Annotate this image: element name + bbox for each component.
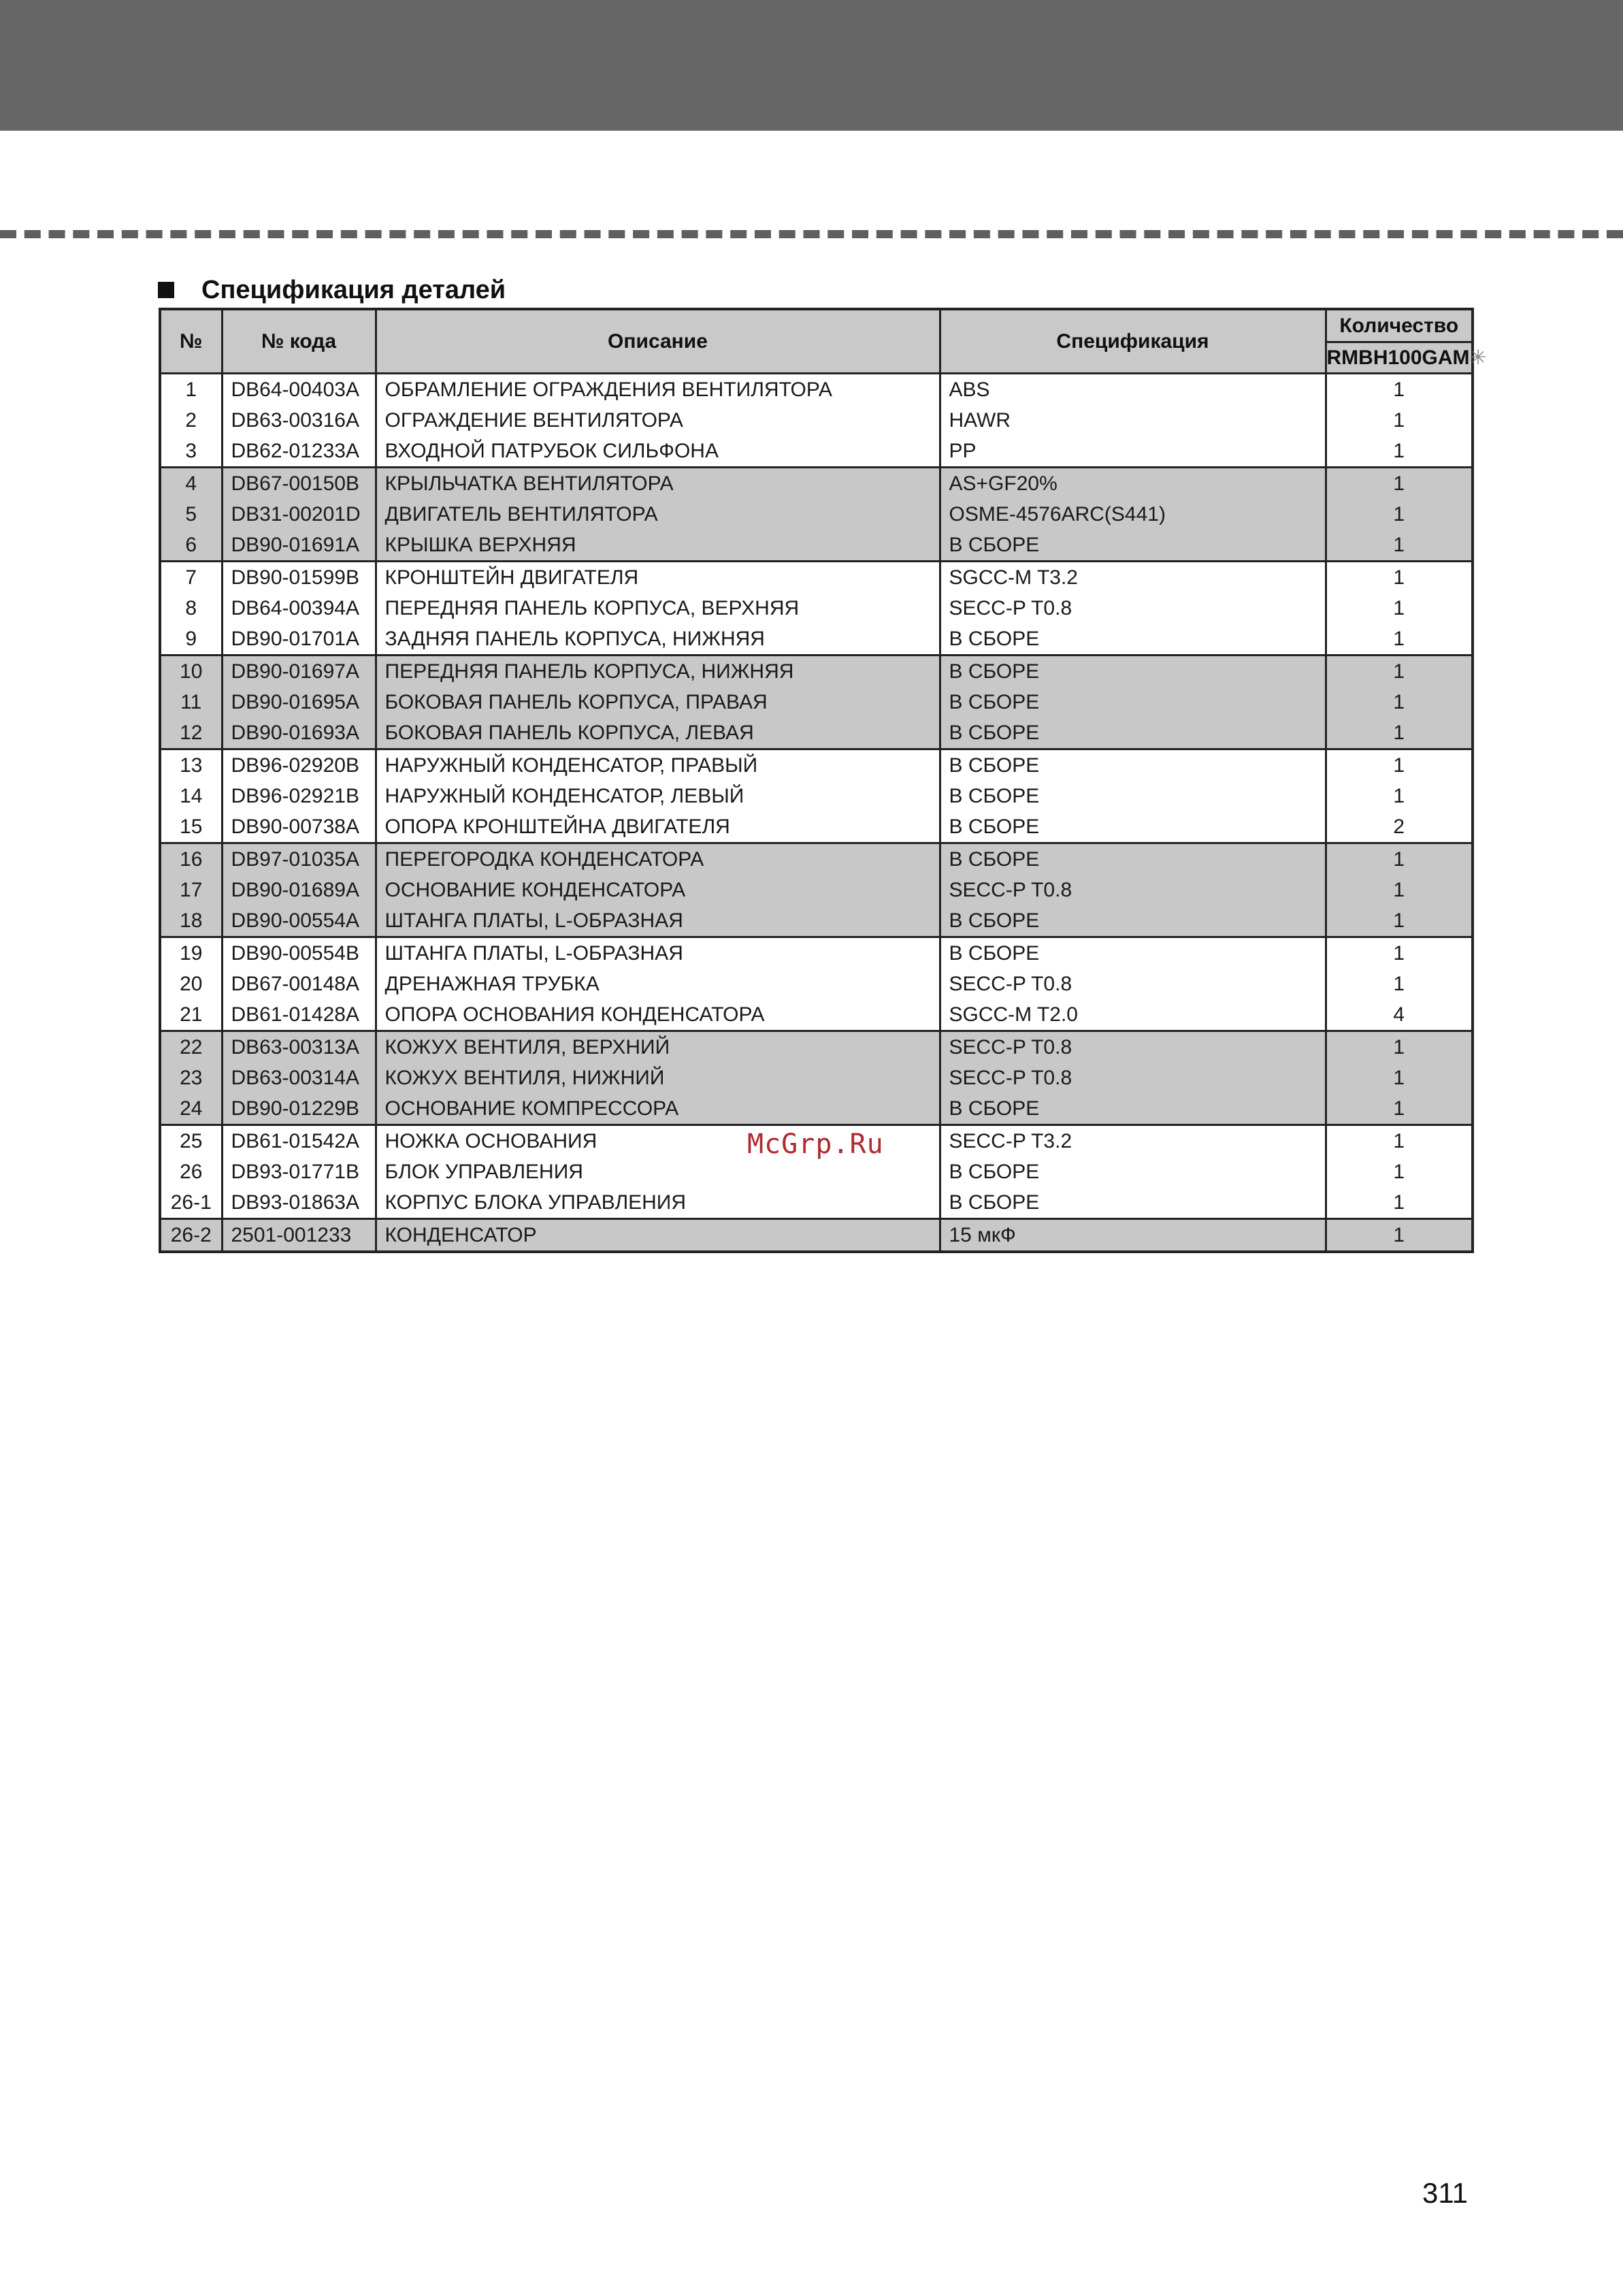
cell-spec: В СБОРЕ xyxy=(940,937,1326,969)
table-row xyxy=(160,405,1473,436)
cell-qty: 4 xyxy=(1326,999,1473,1031)
cell-no: 4 xyxy=(160,468,222,500)
cell-code: DB64-00394A xyxy=(222,593,376,624)
cell-code: DB64-00403A xyxy=(222,374,376,406)
cell-code: 2501-001233 xyxy=(222,1219,376,1252)
dashed-divider xyxy=(0,230,1623,238)
cell-spec: HAWR xyxy=(940,405,1326,436)
cell-spec: PP xyxy=(940,436,1326,468)
table-row xyxy=(160,1157,1473,1187)
table-row xyxy=(160,749,1473,781)
cell-code: DB90-01599B xyxy=(222,562,376,594)
cell-no: 23 xyxy=(160,1063,222,1093)
cell-code: DB97-01035A xyxy=(222,843,376,875)
cell-spec: OSME-4576ARC(S441) xyxy=(940,499,1326,530)
cell-code: DB62-01233A xyxy=(222,436,376,468)
cell-description: КОРПУС БЛОКА УПРАВЛЕНИЯ xyxy=(376,1187,940,1219)
cell-no: 16 xyxy=(160,843,222,875)
cell-qty: 1 xyxy=(1326,1187,1473,1219)
cell-code: DB90-01701A xyxy=(222,624,376,656)
cell-qty: 1 xyxy=(1326,1093,1473,1125)
cell-qty: 1 xyxy=(1326,1157,1473,1187)
cell-spec: В СБОРЕ xyxy=(940,1093,1326,1125)
section-title: Спецификация деталей xyxy=(201,275,506,304)
header-model xyxy=(1326,342,1487,374)
table-row xyxy=(160,937,1473,969)
cell-no: 26-2 xyxy=(160,1219,222,1252)
table-row xyxy=(160,811,1473,843)
cell-description: КОНДЕНСАТОР xyxy=(376,1219,940,1252)
cell-spec: SECC-P T0.8 xyxy=(940,969,1326,999)
cell-description: КРЫЛЬЧАТКА ВЕНТИЛЯТОРА xyxy=(376,468,940,500)
cell-description: ОПОРА КРОНШТЕЙНА ДВИГАТЕЛЯ xyxy=(376,811,940,843)
cell-no: 22 xyxy=(160,1031,222,1063)
cell-code: DB67-00150B xyxy=(222,468,376,500)
table-row xyxy=(160,499,1473,530)
cell-description: ВХОДНОЙ ПАТРУБОК СИЛЬФОНА xyxy=(376,436,940,468)
table-row xyxy=(160,1063,1473,1093)
cell-no: 26 xyxy=(160,1157,222,1187)
cell-no: 26-1 xyxy=(160,1187,222,1219)
table-row xyxy=(160,624,1473,656)
cell-no: 24 xyxy=(160,1093,222,1125)
table-header xyxy=(160,309,1487,374)
cell-spec: В СБОРЕ xyxy=(940,624,1326,656)
cell-code: DB90-00554A xyxy=(222,905,376,937)
cell-spec: SGCC-M T3.2 xyxy=(940,562,1326,594)
cell-no: 11 xyxy=(160,687,222,717)
table-row xyxy=(160,593,1473,624)
cell-no: 15 xyxy=(160,811,222,843)
cell-code: DB63-00314A xyxy=(222,1063,376,1093)
table-row xyxy=(160,781,1473,811)
cell-spec: SGCC-M T2.0 xyxy=(940,999,1326,1031)
table-row xyxy=(160,562,1473,594)
cell-no: 12 xyxy=(160,717,222,749)
cell-code: DB90-01689A xyxy=(222,875,376,905)
cell-code: DB96-02920B xyxy=(222,749,376,781)
cell-code: DB90-01691A xyxy=(222,530,376,562)
table-row xyxy=(160,1031,1473,1063)
table-row xyxy=(160,875,1473,905)
cell-no: 18 xyxy=(160,905,222,937)
page-number: 311 xyxy=(1422,2177,1468,2209)
cell-no: 7 xyxy=(160,562,222,594)
cell-description: ОПОРА ОСНОВАНИЯ КОНДЕНСАТОРА xyxy=(376,999,940,1031)
cell-description: ЗАДНЯЯ ПАНЕЛЬ КОРПУСА, НИЖНЯЯ xyxy=(376,624,940,656)
cell-description: ШТАНГА ПЛАТЫ, L-ОБРАЗНАЯ xyxy=(376,937,940,969)
cell-qty: 1 xyxy=(1326,436,1473,468)
cell-no: 13 xyxy=(160,749,222,781)
header-spec: Спецификация xyxy=(940,309,1326,374)
table-row xyxy=(160,530,1473,562)
cell-qty: 1 xyxy=(1326,1125,1473,1157)
cell-no: 17 xyxy=(160,875,222,905)
header-no: № xyxy=(160,309,222,374)
cell-qty: 1 xyxy=(1326,499,1473,530)
cell-no: 19 xyxy=(160,937,222,969)
cell-qty: 1 xyxy=(1326,781,1473,811)
cell-description: БЛОК УПРАВЛЕНИЯ xyxy=(376,1157,940,1187)
table-row xyxy=(160,843,1473,875)
cell-description: ПЕРЕГОРОДКА КОНДЕНСАТОРА xyxy=(376,843,940,875)
cell-no: 3 xyxy=(160,436,222,468)
cell-no: 25 xyxy=(160,1125,222,1157)
cell-qty: 1 xyxy=(1326,937,1473,969)
cell-qty: 1 xyxy=(1326,374,1473,406)
cell-qty: 1 xyxy=(1326,656,1473,688)
cell-no: 14 xyxy=(160,781,222,811)
cell-no: 8 xyxy=(160,593,222,624)
table-row xyxy=(160,999,1473,1031)
table-row xyxy=(160,687,1473,717)
cell-qty: 1 xyxy=(1326,687,1473,717)
header-description: Описание xyxy=(376,309,940,374)
cell-code: DB63-00316A xyxy=(222,405,376,436)
cell-code: DB90-00738A xyxy=(222,811,376,843)
cell-qty: 1 xyxy=(1326,468,1473,500)
cell-qty: 1 xyxy=(1326,969,1473,999)
table-row xyxy=(160,436,1473,468)
cell-description: ШТАНГА ПЛАТЫ, L-ОБРАЗНАЯ xyxy=(376,905,940,937)
cell-description: ДРЕНАЖНАЯ ТРУБКА xyxy=(376,969,940,999)
cell-spec: SECC-P T0.8 xyxy=(940,875,1326,905)
cell-description: ДВИГАТЕЛЬ ВЕНТИЛЯТОРА xyxy=(376,499,940,530)
table-row xyxy=(160,1093,1473,1125)
cell-qty: 1 xyxy=(1326,717,1473,749)
cell-description: БОКОВАЯ ПАНЕЛЬ КОРПУСА, ПРАВАЯ xyxy=(376,687,940,717)
table-row xyxy=(160,1219,1473,1252)
cell-spec: В СБОРЕ xyxy=(940,905,1326,937)
cell-code: DB90-00554B xyxy=(222,937,376,969)
cell-description: ПЕРЕДНЯЯ ПАНЕЛЬ КОРПУСА, НИЖНЯЯ xyxy=(376,656,940,688)
header-qty: Количество xyxy=(1326,309,1473,342)
cell-qty: 1 xyxy=(1326,405,1473,436)
cell-code: DB93-01771B xyxy=(222,1157,376,1187)
cell-spec: AS+GF20% xyxy=(940,468,1326,500)
cell-qty: 1 xyxy=(1326,624,1473,656)
cell-description: НАРУЖНЫЙ КОНДЕНСАТОР, ПРАВЫЙ xyxy=(376,749,940,781)
cell-no: 9 xyxy=(160,624,222,656)
cell-spec: В СБОРЕ xyxy=(940,749,1326,781)
cell-spec: В СБОРЕ xyxy=(940,530,1326,562)
cell-spec: SECC-P T0.8 xyxy=(940,1063,1326,1093)
cell-code: DB90-01229B xyxy=(222,1093,376,1125)
cell-no: 20 xyxy=(160,969,222,999)
table-row xyxy=(160,656,1473,688)
cell-description: НАРУЖНЫЙ КОНДЕНСАТОР, ЛЕВЫЙ xyxy=(376,781,940,811)
cell-spec: 15 мкФ xyxy=(940,1219,1326,1252)
cell-qty: 2 xyxy=(1326,811,1473,843)
table-row xyxy=(160,905,1473,937)
cell-code: DB90-01695A xyxy=(222,687,376,717)
cell-no: 6 xyxy=(160,530,222,562)
cell-qty: 1 xyxy=(1326,1031,1473,1063)
header-band xyxy=(0,0,1623,131)
cell-description: КОЖУХ ВЕНТИЛЯ, НИЖНИЙ xyxy=(376,1063,940,1093)
cell-description: КРЫШКА ВЕРХНЯЯ xyxy=(376,530,940,562)
cell-spec: В СБОРЕ xyxy=(940,781,1326,811)
cell-description: ПЕРЕДНЯЯ ПАНЕЛЬ КОРПУСА, ВЕРХНЯЯ xyxy=(376,593,940,624)
cell-qty: 1 xyxy=(1326,1063,1473,1093)
cell-code: DB93-01863A xyxy=(222,1187,376,1219)
header-code: № кода xyxy=(222,309,376,374)
cell-spec: В СБОРЕ xyxy=(940,687,1326,717)
cell-code: DB90-01697A xyxy=(222,656,376,688)
cell-qty: 1 xyxy=(1326,593,1473,624)
cell-spec: В СБОРЕ xyxy=(940,1157,1326,1187)
cell-spec: SECC-P T3.2 xyxy=(940,1125,1326,1157)
cell-qty: 1 xyxy=(1326,905,1473,937)
cell-description: ОБРАМЛЕНИЕ ОГРАЖДЕНИЯ ВЕНТИЛЯТОРА xyxy=(376,374,940,406)
table-row xyxy=(160,468,1473,500)
cell-spec: В СБОРЕ xyxy=(940,717,1326,749)
cell-qty: 1 xyxy=(1326,562,1473,594)
cell-no: 1 xyxy=(160,374,222,406)
cell-spec: В СБОРЕ xyxy=(940,843,1326,875)
cell-spec: В СБОРЕ xyxy=(940,811,1326,843)
cell-spec: В СБОРЕ xyxy=(940,656,1326,688)
square-bullet-icon xyxy=(158,282,174,298)
cell-no: 21 xyxy=(160,999,222,1031)
cell-description: НОЖКА ОСНОВАНИЯ xyxy=(376,1125,940,1157)
table-body xyxy=(160,374,1473,1252)
cell-code: DB90-01693A xyxy=(222,717,376,749)
cell-code: DB96-02921B xyxy=(222,781,376,811)
cell-no: 2 xyxy=(160,405,222,436)
cell-description: ОГРАЖДЕНИЕ ВЕНТИЛЯТОРА xyxy=(376,405,940,436)
cell-description: ОСНОВАНИЕ КОНДЕНСАТОРА xyxy=(376,875,940,905)
cell-code: DB67-00148A xyxy=(222,969,376,999)
cell-spec: ABS xyxy=(940,374,1326,406)
parts-table xyxy=(159,308,1487,1253)
cell-code: DB61-01428A xyxy=(222,999,376,1031)
table-row xyxy=(160,717,1473,749)
cell-description: ОСНОВАНИЕ КОМПРЕССОРА xyxy=(376,1093,940,1125)
cell-description: БОКОВАЯ ПАНЕЛЬ КОРПУСА, ЛЕВАЯ xyxy=(376,717,940,749)
cell-qty: 1 xyxy=(1326,530,1473,562)
cell-no: 10 xyxy=(160,656,222,688)
cell-code: DB63-00313A xyxy=(222,1031,376,1063)
cell-qty: 1 xyxy=(1326,749,1473,781)
cell-qty: 1 xyxy=(1326,1219,1473,1252)
cell-qty: 1 xyxy=(1326,843,1473,875)
cell-spec: SECC-P T0.8 xyxy=(940,1031,1326,1063)
table-row xyxy=(160,1187,1473,1219)
table-row xyxy=(160,374,1473,406)
cell-spec: В СБОРЕ xyxy=(940,1187,1326,1219)
cell-description: КРОНШТЕЙН ДВИГАТЕЛЯ xyxy=(376,562,940,594)
cell-description: КОЖУХ ВЕНТИЛЯ, ВЕРХНИЙ xyxy=(376,1031,940,1063)
table-row xyxy=(160,969,1473,999)
section-heading xyxy=(158,271,506,309)
cell-code: DB61-01542A xyxy=(222,1125,376,1157)
cell-spec: SECC-P T0.8 xyxy=(940,593,1326,624)
cell-code: DB31-00201D xyxy=(222,499,376,530)
cell-qty: 1 xyxy=(1326,875,1473,905)
watermark: McGrp.Ru xyxy=(747,1129,884,1160)
model-name: RMBH100GAM xyxy=(1326,346,1470,369)
asterisk-icon: ✳ xyxy=(1469,346,1487,369)
cell-no: 5 xyxy=(160,499,222,530)
